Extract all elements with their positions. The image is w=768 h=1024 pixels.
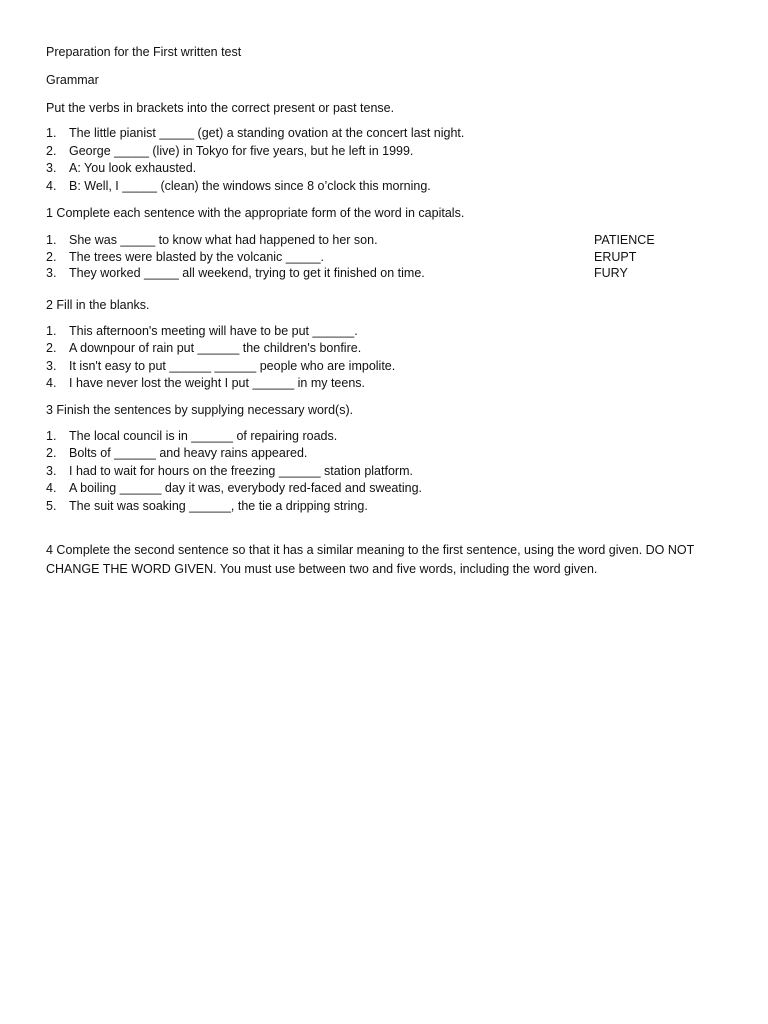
item-number: 2. [46, 143, 57, 158]
item-text: It isn't easy to put ______ ______ people who are impolite. [69, 358, 396, 373]
item-number: 3. [46, 463, 57, 478]
item-number: 4. [46, 376, 57, 390]
item-number: 3. [46, 266, 57, 280]
capital-word: ERUPT [594, 249, 637, 264]
part4-instruction: 4 Complete the second sentence so that it has a similar meaning to the first sentence, using the word given. DO NOT CHANGE THE WORD GIVEN. You must use between two and five words, including the word given. [46, 543, 695, 576]
list-item [46, 323, 726, 341]
item-text: This afternoon's meeting will have to be put ______. [69, 323, 358, 338]
item-text: The suit was soaking ______, the tie a dripping string. [69, 498, 368, 513]
item-text: George _____ (live) in Tokyo for five years, but he left in 1999. [69, 143, 414, 158]
list-item [46, 265, 726, 282]
list-item [46, 143, 726, 161]
item-number: 4. [46, 178, 57, 193]
list-item [46, 375, 726, 393]
list-item [46, 463, 726, 481]
item-text: Bolts of ______ and heavy rains appeared. [69, 446, 308, 460]
part3-instruction: 3 Finish the sentences by supplying necessary word(s). [46, 402, 354, 417]
item-text: A: You look exhausted. [69, 161, 197, 175]
item-number: 3. [46, 161, 57, 175]
item-text: B: Well, I _____ (clean) the windows since 8 o’clock this morning. [69, 178, 431, 193]
item-number: 1. [46, 233, 57, 247]
section-heading: Grammar [46, 73, 99, 87]
list-item [46, 160, 726, 178]
item-text: The trees were blasted by the volcanic _____. [69, 249, 325, 264]
list-item [46, 125, 726, 143]
item-number: 5. [46, 498, 57, 513]
list-item [46, 249, 726, 266]
list-item [46, 445, 726, 463]
list-item [46, 428, 726, 446]
item-number: 2. [46, 249, 57, 264]
part0-list [46, 125, 726, 195]
capital-word: FURY [594, 266, 628, 280]
item-number: 3. [46, 358, 57, 373]
item-text: A boiling ______ day it was, everybody red-faced and sweating. [69, 481, 423, 495]
part2-list [46, 323, 726, 393]
document-title: Preparation for the First written test [46, 45, 242, 59]
list-item [46, 480, 726, 498]
item-text: A downpour of rain put ______ the children's bonfire. [69, 341, 362, 355]
list-item [46, 178, 726, 196]
item-number: 1. [46, 428, 57, 443]
item-number: 2. [46, 341, 57, 355]
item-text: I had to wait for hours on the freezing ______ station platform. [69, 463, 413, 478]
item-text: The little pianist _____ (get) a standing ovation at the concert last night. [69, 126, 465, 140]
item-text: I have never lost the weight I put ______ in my teens. [69, 376, 366, 390]
item-number: 2. [46, 446, 57, 460]
list-item [46, 340, 726, 358]
item-text: They worked _____ all weekend, trying to get it finished on time. [69, 266, 425, 280]
item-number: 4. [46, 481, 57, 495]
item-text: She was _____ to know what had happened to her son. [69, 233, 378, 247]
item-text: The local council is in ______ of repairing roads. [69, 428, 338, 443]
item-number: 1. [46, 126, 57, 140]
part2-instruction: 2 Fill in the blanks. [46, 297, 150, 312]
part1-instruction: 1 Complete each sentence with the appropriate form of the word in capitals. [46, 206, 465, 220]
list-item [46, 358, 726, 376]
list-item [46, 232, 726, 249]
document-page [46, 43, 726, 578]
capital-word: PATIENCE [594, 233, 655, 247]
part0-instruction: Put the verbs in brackets into the correct present or past tense. [46, 101, 395, 115]
part3-list [46, 428, 726, 516]
part1-list [46, 232, 726, 282]
list-item [46, 498, 726, 516]
item-number: 1. [46, 323, 57, 338]
